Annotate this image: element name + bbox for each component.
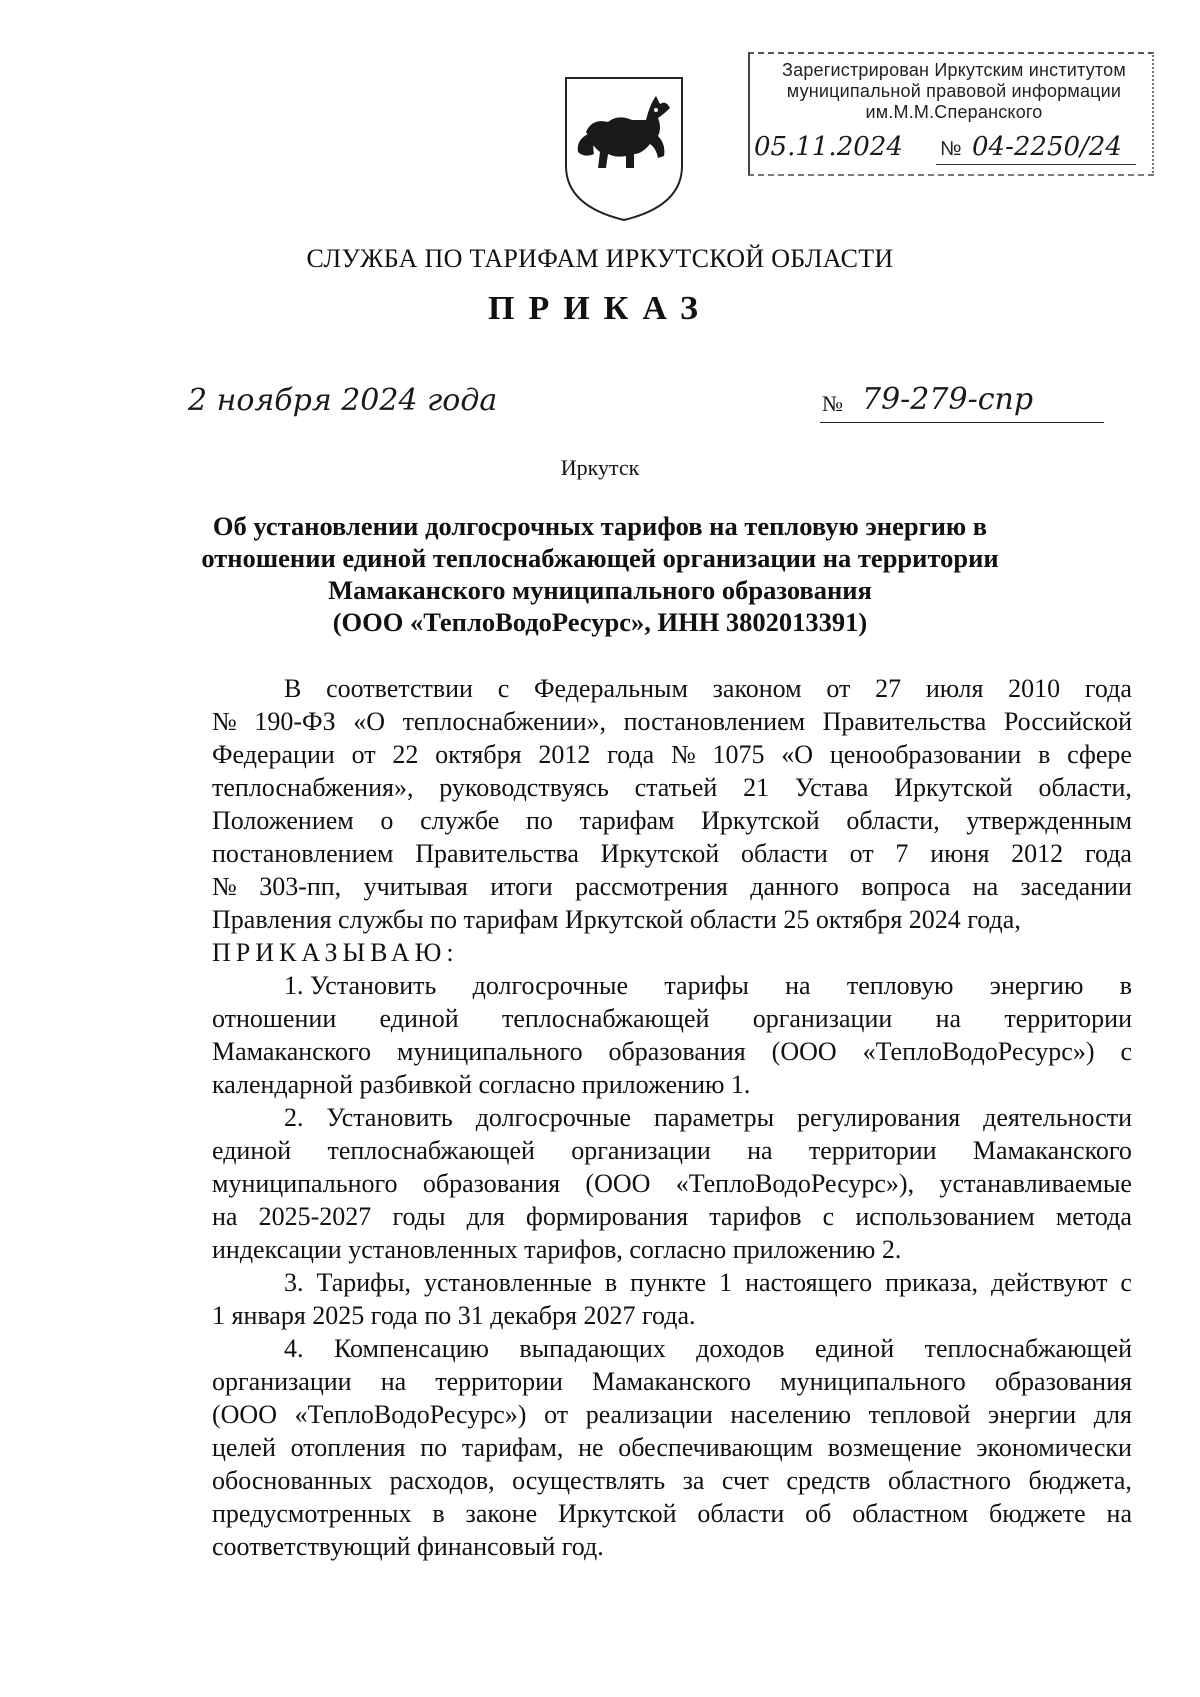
document-type-heading: ПРИКАЗ (488, 290, 712, 327)
word: на (785, 971, 811, 1000)
word: отношении (212, 1004, 337, 1033)
word: муниципального (212, 1169, 398, 1198)
word: Иркутской (558, 1499, 677, 1528)
word: реализации (585, 1400, 713, 1429)
text-line (212, 1035, 1132, 1068)
word: утвержденным (966, 806, 1132, 835)
order-item-4 (212, 1332, 1132, 1530)
coat-of-arms-icon (562, 74, 686, 224)
word: муниципального (397, 1037, 583, 1066)
word: годы (392, 1202, 446, 1231)
word: года (1084, 674, 1132, 703)
word: целей (212, 1433, 276, 1462)
word: 27 (875, 674, 902, 703)
word: устанавливаемые (939, 1169, 1132, 1198)
text-line (212, 771, 1132, 804)
word: для (1093, 1400, 1132, 1429)
text-line (212, 738, 1132, 771)
word: области (740, 839, 828, 868)
text-line (212, 870, 1132, 903)
word: Мамаканского (212, 1037, 372, 1066)
word: метода (1055, 1202, 1132, 1231)
word: соответствии (326, 674, 473, 703)
document-body (212, 672, 1132, 1563)
word: 2025-2027 (258, 1202, 372, 1231)
word: данного (750, 872, 839, 901)
word: ценообразовании (829, 740, 1022, 769)
word: организации (752, 1004, 893, 1033)
word: года (607, 740, 655, 769)
word: образования (422, 1169, 561, 1198)
word: действуют (991, 1268, 1108, 1297)
word: счет (721, 1466, 769, 1495)
word: образования (608, 1037, 746, 1066)
word: В (284, 674, 302, 703)
word: теплоснабжающей (924, 1334, 1132, 1363)
word: регулирования (797, 1103, 961, 1132)
word: на (380, 1367, 407, 1396)
word: в (432, 1499, 445, 1528)
order-item-1-last-line: календарной разбивкой согласно приложению 1. (212, 1070, 751, 1099)
word: тепловой (868, 1400, 971, 1429)
word: № (212, 707, 237, 736)
word: Иркутской (701, 806, 820, 835)
word: обеспечивающим (618, 1433, 813, 1462)
word: осуществлять (512, 1466, 666, 1495)
word: бюджета, (1028, 1466, 1132, 1495)
stamp-line-institute: муниципальной правовой информации (786, 81, 1122, 101)
text-line (212, 1464, 1132, 1497)
word: долгосрочные (472, 971, 629, 1000)
word: пункте (630, 1268, 707, 1297)
word: руководствуясь (439, 773, 609, 802)
word: на (1106, 1499, 1132, 1528)
order-item-2-last-line: индексации установленных тарифов, согласно приложению 2. (212, 1235, 902, 1264)
word: предусмотренных (212, 1499, 412, 1528)
text-line (212, 1431, 1132, 1464)
word: «ТеплоВодоРесурс») (862, 1037, 1095, 1066)
word: отопления (290, 1433, 406, 1462)
word: по (525, 806, 553, 835)
word: теплоснабжающей (501, 1004, 710, 1033)
order-number-label: № (822, 391, 843, 416)
text-line (212, 1134, 1132, 1167)
word: с (1120, 1037, 1132, 1066)
word: Иркутской (600, 839, 720, 868)
word: на (972, 872, 999, 901)
order-number-field (820, 382, 1104, 423)
word: (ООО (771, 1037, 837, 1066)
word: итоги (490, 872, 553, 901)
word: для (466, 1202, 505, 1231)
title-line: Об установлении долгосрочных тарифов на тепловую энергию в (212, 511, 988, 541)
order-number: 79-279-спр (862, 382, 1034, 417)
word: 7 (895, 839, 909, 868)
registration-stamp (748, 52, 1154, 176)
word: использованием (855, 1202, 1035, 1231)
word: территории (1004, 1004, 1132, 1033)
word: законе (465, 1499, 538, 1528)
word: от (544, 1400, 569, 1429)
text-line (212, 1101, 1132, 1134)
word: доходов (696, 1334, 785, 1363)
text-line (212, 705, 1132, 738)
word: Положением (212, 806, 354, 835)
order-item-3 (212, 1266, 1132, 1299)
word: области (697, 1499, 785, 1528)
order-item-3-last-line: 1 января 2025 года по 31 декабря 2027 года. (212, 1301, 696, 1330)
word: Федеральным (533, 674, 688, 703)
word: (ООО (212, 1400, 277, 1429)
word: на (212, 1202, 238, 1231)
word: параметры (653, 1103, 775, 1132)
word: с (822, 1202, 835, 1231)
word: «ТеплоВодоРесурс»), (675, 1169, 915, 1198)
word: сфере (1067, 740, 1132, 769)
order-item-4-last-line: соответствующий финансовый год. (212, 1532, 604, 1561)
word: от (849, 839, 874, 868)
word: № (212, 872, 237, 901)
word: 21 (743, 773, 770, 802)
text-line (212, 1332, 1132, 1365)
word: рассмотрения (575, 872, 728, 901)
stamp-registration-number: 04-2250/24 (972, 132, 1122, 162)
word: службе (420, 806, 500, 835)
order-item-2 (212, 1101, 1132, 1233)
word: выпадающих (519, 1334, 666, 1363)
word: 303-пп, (259, 872, 342, 901)
word: 190-ФЗ (254, 707, 336, 736)
word: единой (379, 1004, 459, 1033)
word: 2010 (1008, 674, 1061, 703)
stamp-registration-date: 05.11.2024 (754, 132, 903, 162)
stamp-number-label: № (940, 138, 962, 160)
text-line (212, 1200, 1132, 1233)
word: вопроса (861, 872, 951, 901)
word: по (420, 1433, 448, 1462)
word: за (682, 1466, 705, 1495)
word: тарифам (579, 806, 675, 835)
stamp-underline (936, 164, 1136, 165)
word: деятельности (983, 1103, 1132, 1132)
word: в (604, 1268, 618, 1297)
word: единой (814, 1334, 895, 1363)
word: в (1038, 740, 1051, 769)
word: Российской (1003, 707, 1132, 736)
word: теплоснабжения», (212, 773, 414, 802)
word: 4. (284, 1334, 304, 1363)
word: Правительства (822, 707, 987, 736)
word: расходов, (389, 1466, 495, 1495)
word: с (1120, 1268, 1132, 1297)
word: возмещение (827, 1433, 962, 1462)
word: установленные (423, 1268, 592, 1297)
text-line (212, 672, 1132, 705)
word: средств (786, 1466, 871, 1495)
word: учитывая (363, 872, 468, 901)
order-date: 2 ноября 2024 года (188, 383, 498, 418)
text-line (212, 1497, 1132, 1530)
title-line: (ООО «ТеплоВодоРесурс», ИНН 3802013391) (332, 607, 868, 637)
word: 22 (392, 740, 419, 769)
word: 1 (719, 1268, 733, 1297)
word: долгосрочные (475, 1103, 632, 1132)
decree-word: ПРИКАЗЫВАЮ: (212, 938, 459, 967)
text-line (212, 837, 1132, 870)
word: 2. (284, 1103, 304, 1132)
preamble-last-line: Правления службы по тарифам Иркутской области 25 октября 2024 года, (212, 905, 1021, 934)
word: Федерации (212, 740, 335, 769)
word: муниципального (780, 1367, 966, 1396)
word: областного (888, 1466, 1011, 1495)
word: тарифы (664, 971, 749, 1000)
word: в (1119, 971, 1132, 1000)
word: законом (712, 674, 802, 703)
word: постановлением (212, 839, 394, 868)
document-title (150, 510, 1050, 638)
word: 3. (284, 1268, 304, 1297)
word: обоснованных (212, 1466, 373, 1495)
word: на (747, 1136, 773, 1165)
word: организации (212, 1367, 352, 1396)
word: «О (353, 707, 385, 736)
word: Установить (326, 1103, 453, 1132)
word: областном (852, 1499, 969, 1528)
word: № (670, 740, 696, 769)
word: Мамаканского (972, 1136, 1132, 1165)
word: Мамаканского (592, 1367, 752, 1396)
text-line (212, 1167, 1132, 1200)
word: приказа, (885, 1268, 979, 1297)
word: о (380, 806, 394, 835)
word: с (497, 674, 510, 703)
stamp-line-speransky: им.М.М.Сперанского (865, 102, 1043, 122)
word: октября (435, 740, 522, 769)
word: «ТеплоВодоРесурс») (294, 1400, 527, 1429)
word: тарифам, (461, 1433, 564, 1462)
word: заседании (1020, 872, 1132, 901)
word: тарифов (709, 1202, 802, 1231)
text-line (212, 1365, 1132, 1398)
word: единой (212, 1136, 292, 1165)
word: «О (781, 740, 814, 769)
word: образования (994, 1367, 1132, 1396)
word: населению (730, 1400, 852, 1429)
word: на (935, 1004, 962, 1033)
word: 1. Установить (284, 971, 437, 1000)
word: экономически (976, 1433, 1132, 1462)
word: организации (571, 1136, 711, 1165)
word: от (826, 674, 851, 703)
word: области, (1038, 773, 1132, 802)
word: Компенсацию (333, 1334, 489, 1363)
text-line (212, 969, 1132, 1002)
word: бюджете (989, 1499, 1086, 1528)
word: от (351, 740, 376, 769)
word: энергии (988, 1400, 1077, 1429)
word: энергию (989, 971, 1084, 1000)
title-line: Мамаканского муниципального образования (328, 575, 872, 605)
word: территории (435, 1367, 563, 1396)
word: статьей (634, 773, 718, 802)
word: (ООО (585, 1169, 651, 1198)
text-line (212, 1002, 1132, 1035)
word: 1075 (712, 740, 765, 769)
word: формирования (525, 1202, 689, 1231)
word: Иркутской (894, 773, 1013, 802)
word: Тарифы, (316, 1268, 411, 1297)
preamble-paragraph (212, 672, 1132, 903)
text-line (212, 1266, 1132, 1299)
word: не (578, 1433, 604, 1462)
text-line (212, 804, 1132, 837)
word: Правительства (415, 839, 579, 868)
stamp-line-registered: Зарегистрирован Иркутским институтом (782, 60, 1126, 80)
word: области, (846, 806, 940, 835)
text-line (212, 1398, 1132, 1431)
word: года (1084, 839, 1132, 868)
word: постановлением (623, 707, 806, 736)
word: тепловую (846, 971, 954, 1000)
order-item-1 (212, 969, 1132, 1068)
word: июля (925, 674, 984, 703)
word: 2012 (538, 740, 591, 769)
word: июня (930, 839, 990, 868)
word: теплоснабжении», (402, 707, 606, 736)
word: Устава (794, 773, 869, 802)
word: 2012 (1011, 839, 1064, 868)
word: об (805, 1499, 832, 1528)
city-name: Иркутск (560, 455, 640, 480)
organization-name: СЛУЖБА ПО ТАРИФАМ ИРКУТСКОЙ ОБЛАСТИ (306, 244, 894, 273)
word: настоящего (745, 1268, 873, 1297)
word: территории (808, 1136, 937, 1165)
title-line: отношении единой теплоснабжающей организации на территории (201, 543, 999, 573)
word: теплоснабжающей (327, 1136, 535, 1165)
